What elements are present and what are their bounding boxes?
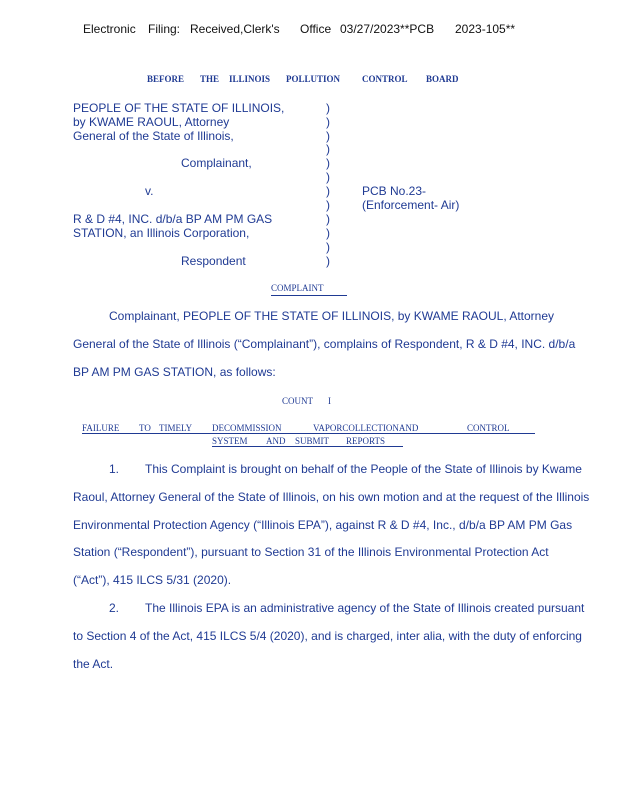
board-title-word: BEFORE xyxy=(147,74,185,84)
count-heading-word: REPORTS xyxy=(346,436,385,446)
header-filing: Filing: xyxy=(148,22,181,36)
paragraph-line: to Section 4 of the Act, 415 ILCS 5/4 (2020), and is charged, inter alia, with the duty of enforcing xyxy=(73,629,582,643)
caption-parenthesis: ) xyxy=(326,156,330,170)
intro-line: General of the State of Illinois (“Complainant”), complains of Respondent, R & D #4, INC. d/b/a xyxy=(73,337,576,351)
intro-line: BP AM PM GAS STATION, as follows: xyxy=(73,365,276,379)
count-label: COUNT xyxy=(282,396,313,406)
header-office: Office xyxy=(300,22,332,36)
paragraph-line: Raoul, Attorney General of the State of Illinois, on his own motion and at the request of the Illinois xyxy=(73,490,590,504)
caption-parenthesis: ) xyxy=(326,101,330,115)
caption-parenthesis: ) xyxy=(326,115,330,129)
board-title-word: ILLINOIS xyxy=(229,74,271,84)
count-heading-word: VAPORCOLLECTIONAND xyxy=(313,423,419,433)
respondent-line: STATION, an Illinois Corporation, xyxy=(73,226,250,240)
caption-parenthesis: ) xyxy=(326,212,330,226)
complaint-title-underline xyxy=(271,295,347,296)
header-received: Received,Clerk's xyxy=(190,22,280,36)
caption-parenthesis: ) xyxy=(326,129,330,143)
board-title-word: CONTROL xyxy=(362,74,408,84)
count-heading-underline xyxy=(212,446,403,447)
complainant-label: Complainant, xyxy=(181,156,252,170)
paragraph-line: Environmental Protection Agency (“Illinois EPA”), against R & D #4, Inc., d/b/a BP AM PM Gas xyxy=(73,518,573,532)
paragraph-line: (“Act”), 415 ILCS 5/31 (2020). xyxy=(73,573,232,587)
board-title-word: POLLUTION xyxy=(286,74,341,84)
plaintiff-line: PEOPLE OF THE STATE OF ILLINOIS, xyxy=(73,101,285,115)
paragraph-line: the Act. xyxy=(73,657,114,671)
header-docket: 2023-105** xyxy=(455,22,516,36)
header-electronic: Electronic xyxy=(83,22,136,36)
intro-line: Complainant, PEOPLE OF THE STATE OF ILLINOIS, by KWAME RAOUL, Attorney xyxy=(109,309,555,323)
case-number: PCB No.23- xyxy=(362,184,427,198)
plaintiff-line: by KWAME RAOUL, Attorney xyxy=(73,115,230,129)
versus-label: v. xyxy=(145,184,154,198)
count-number: I xyxy=(328,396,331,406)
caption-parenthesis: ) xyxy=(326,184,330,198)
plaintiff-line: General of the State of Illinois, xyxy=(73,129,234,143)
caption-parenthesis: ) xyxy=(326,198,330,212)
board-title-word: BOARD xyxy=(426,74,459,84)
filing-header xyxy=(0,22,618,36)
complaint-title: COMPLAINT xyxy=(271,283,324,293)
caption-parenthesis: ) xyxy=(326,226,330,240)
paragraph-line: The Illinois EPA is an administrative agency of the State of Illinois created pursuant xyxy=(145,601,585,615)
board-title-word: THE xyxy=(200,74,220,84)
respondent-label: Respondent xyxy=(181,254,246,268)
paragraph-number: 2. xyxy=(109,601,120,615)
case-type: (Enforcement- Air) xyxy=(362,198,460,212)
caption-parenthesis: ) xyxy=(326,142,330,156)
caption-parenthesis: ) xyxy=(326,240,330,254)
count-heading-word: FAILURE xyxy=(82,423,120,433)
count-heading-word: SYSTEM xyxy=(212,436,248,446)
count-heading-word: TO xyxy=(139,423,151,433)
count-heading-word: DECOMMISSION xyxy=(212,423,282,433)
count-heading-word: CONTROL xyxy=(467,423,510,433)
count-heading-word: TIMELY xyxy=(159,423,193,433)
respondent-line: R & D #4, INC. d/b/a BP AM PM GAS xyxy=(73,212,273,226)
paragraph-number: 1. xyxy=(109,462,120,476)
paragraph-line: Station (“Respondent”), pursuant to Section 31 of the Illinois Environmental Protection Act xyxy=(73,545,549,559)
count-heading-underline xyxy=(82,433,535,434)
paragraph-line: This Complaint is brought on behalf of the People of the State of Illinois by Kwame xyxy=(145,462,582,476)
count-heading-word: SUBMIT xyxy=(295,436,330,446)
caption-parenthesis: ) xyxy=(326,170,330,184)
count-heading-word: AND xyxy=(266,436,286,446)
caption-parenthesis: ) xyxy=(326,254,330,268)
header-date: 03/27/2023**PCB xyxy=(340,22,435,36)
